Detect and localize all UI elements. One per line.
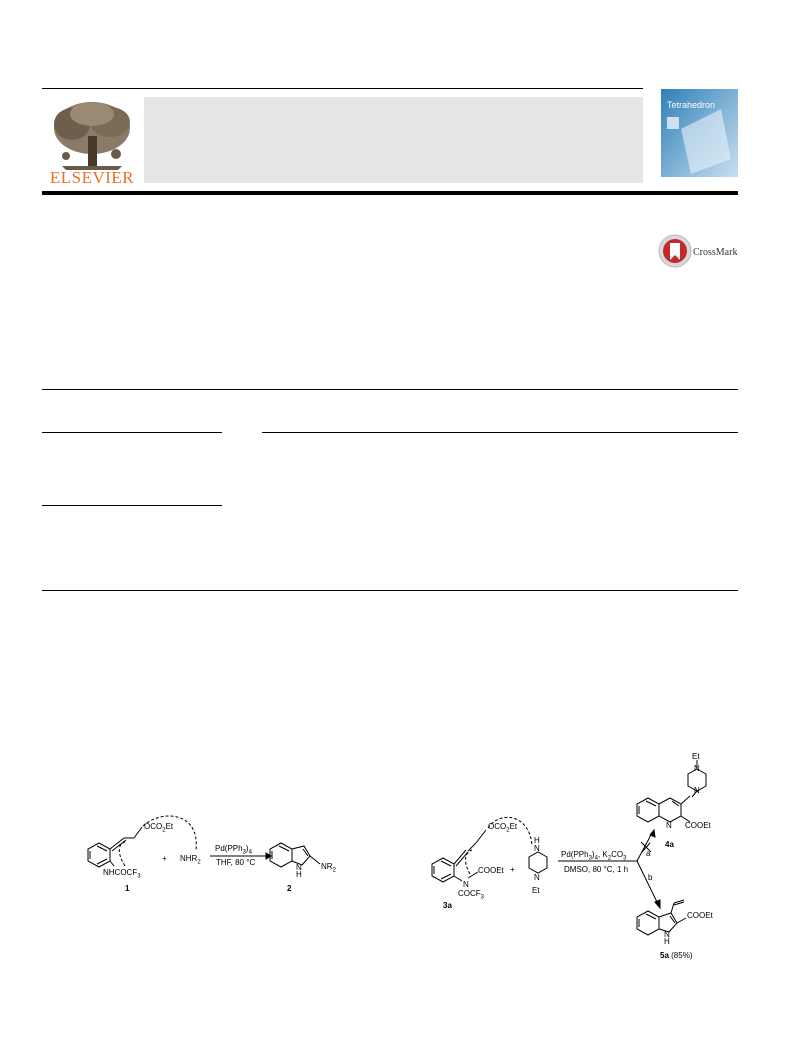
scheme2-indole-ester: COOEt [687, 911, 713, 920]
compound-label-5a: 5a [660, 951, 669, 960]
scheme2-quin-pip-n-bottom: N [694, 786, 700, 795]
scheme2-ester-label: COOEt [478, 866, 504, 875]
scheme2-cocf3-label: $COCF_3$ [458, 889, 485, 901]
scheme1-conditions-label: THF, 80 °C [216, 858, 256, 867]
scheme2-pip-n-bottom: N [534, 873, 540, 882]
scheme2-pip-h: H [534, 836, 540, 845]
scheme1-catalyst-label: $Pd(PPh_3)_4$ [215, 844, 252, 856]
journal-cover-title: Tetrahedron [667, 100, 716, 110]
scheme2-conditions-label: DMSO, 80 °C, 1 h [564, 865, 629, 874]
scheme2-pip-n-top: N [534, 844, 540, 853]
scheme2-indole-n: N [664, 930, 670, 939]
scheme2-n-label: N [463, 880, 469, 889]
crossmark-label[interactable]: CrossMark [693, 247, 738, 258]
compound-label-5a-group [660, 952, 692, 960]
compound-label-4a: 4a [665, 840, 674, 849]
scheme2-ocoet-label: $OCO_2Et$ [488, 822, 518, 834]
scheme1-nhcocf3-label: $NHCOCF_3$ [103, 868, 141, 880]
scheme2-quin-n: N [666, 821, 672, 830]
scheme2-quin-ester: COOEt [685, 821, 711, 830]
scheme2-pip-et: Et [532, 886, 540, 895]
scheme1-plus: + [162, 854, 167, 863]
scheme2-path-b: b [648, 873, 653, 882]
scheme1-product-n: N [296, 863, 302, 872]
scheme2-indole-h: H [664, 937, 670, 946]
compound-label-1: 1 [125, 884, 130, 893]
scheme1-amine-label: $NHR_2$ [180, 854, 201, 866]
scheme2-plus: + [510, 865, 515, 874]
scheme1-product-nr2: $NR_2$ [321, 862, 336, 874]
scheme1-product-nh: H [296, 870, 302, 879]
scheme2-catalyst-label: $Pd(PPh_3)_4$, $K_2CO_3$ [561, 850, 627, 862]
scheme2-quin-pip-n-top: N [694, 764, 700, 773]
publisher-wordmark: ELSEVIER [49, 168, 135, 187]
scheme1-ocoet-label: $OCO_2Et$ [144, 822, 174, 834]
compound-label-2: 2 [287, 884, 292, 893]
scheme2-path-a: a [646, 849, 651, 858]
scheme2-quin-et: Et [692, 752, 700, 761]
yield-5a: (85%) [671, 951, 693, 960]
compound-label-3a: 3a [443, 901, 452, 910]
